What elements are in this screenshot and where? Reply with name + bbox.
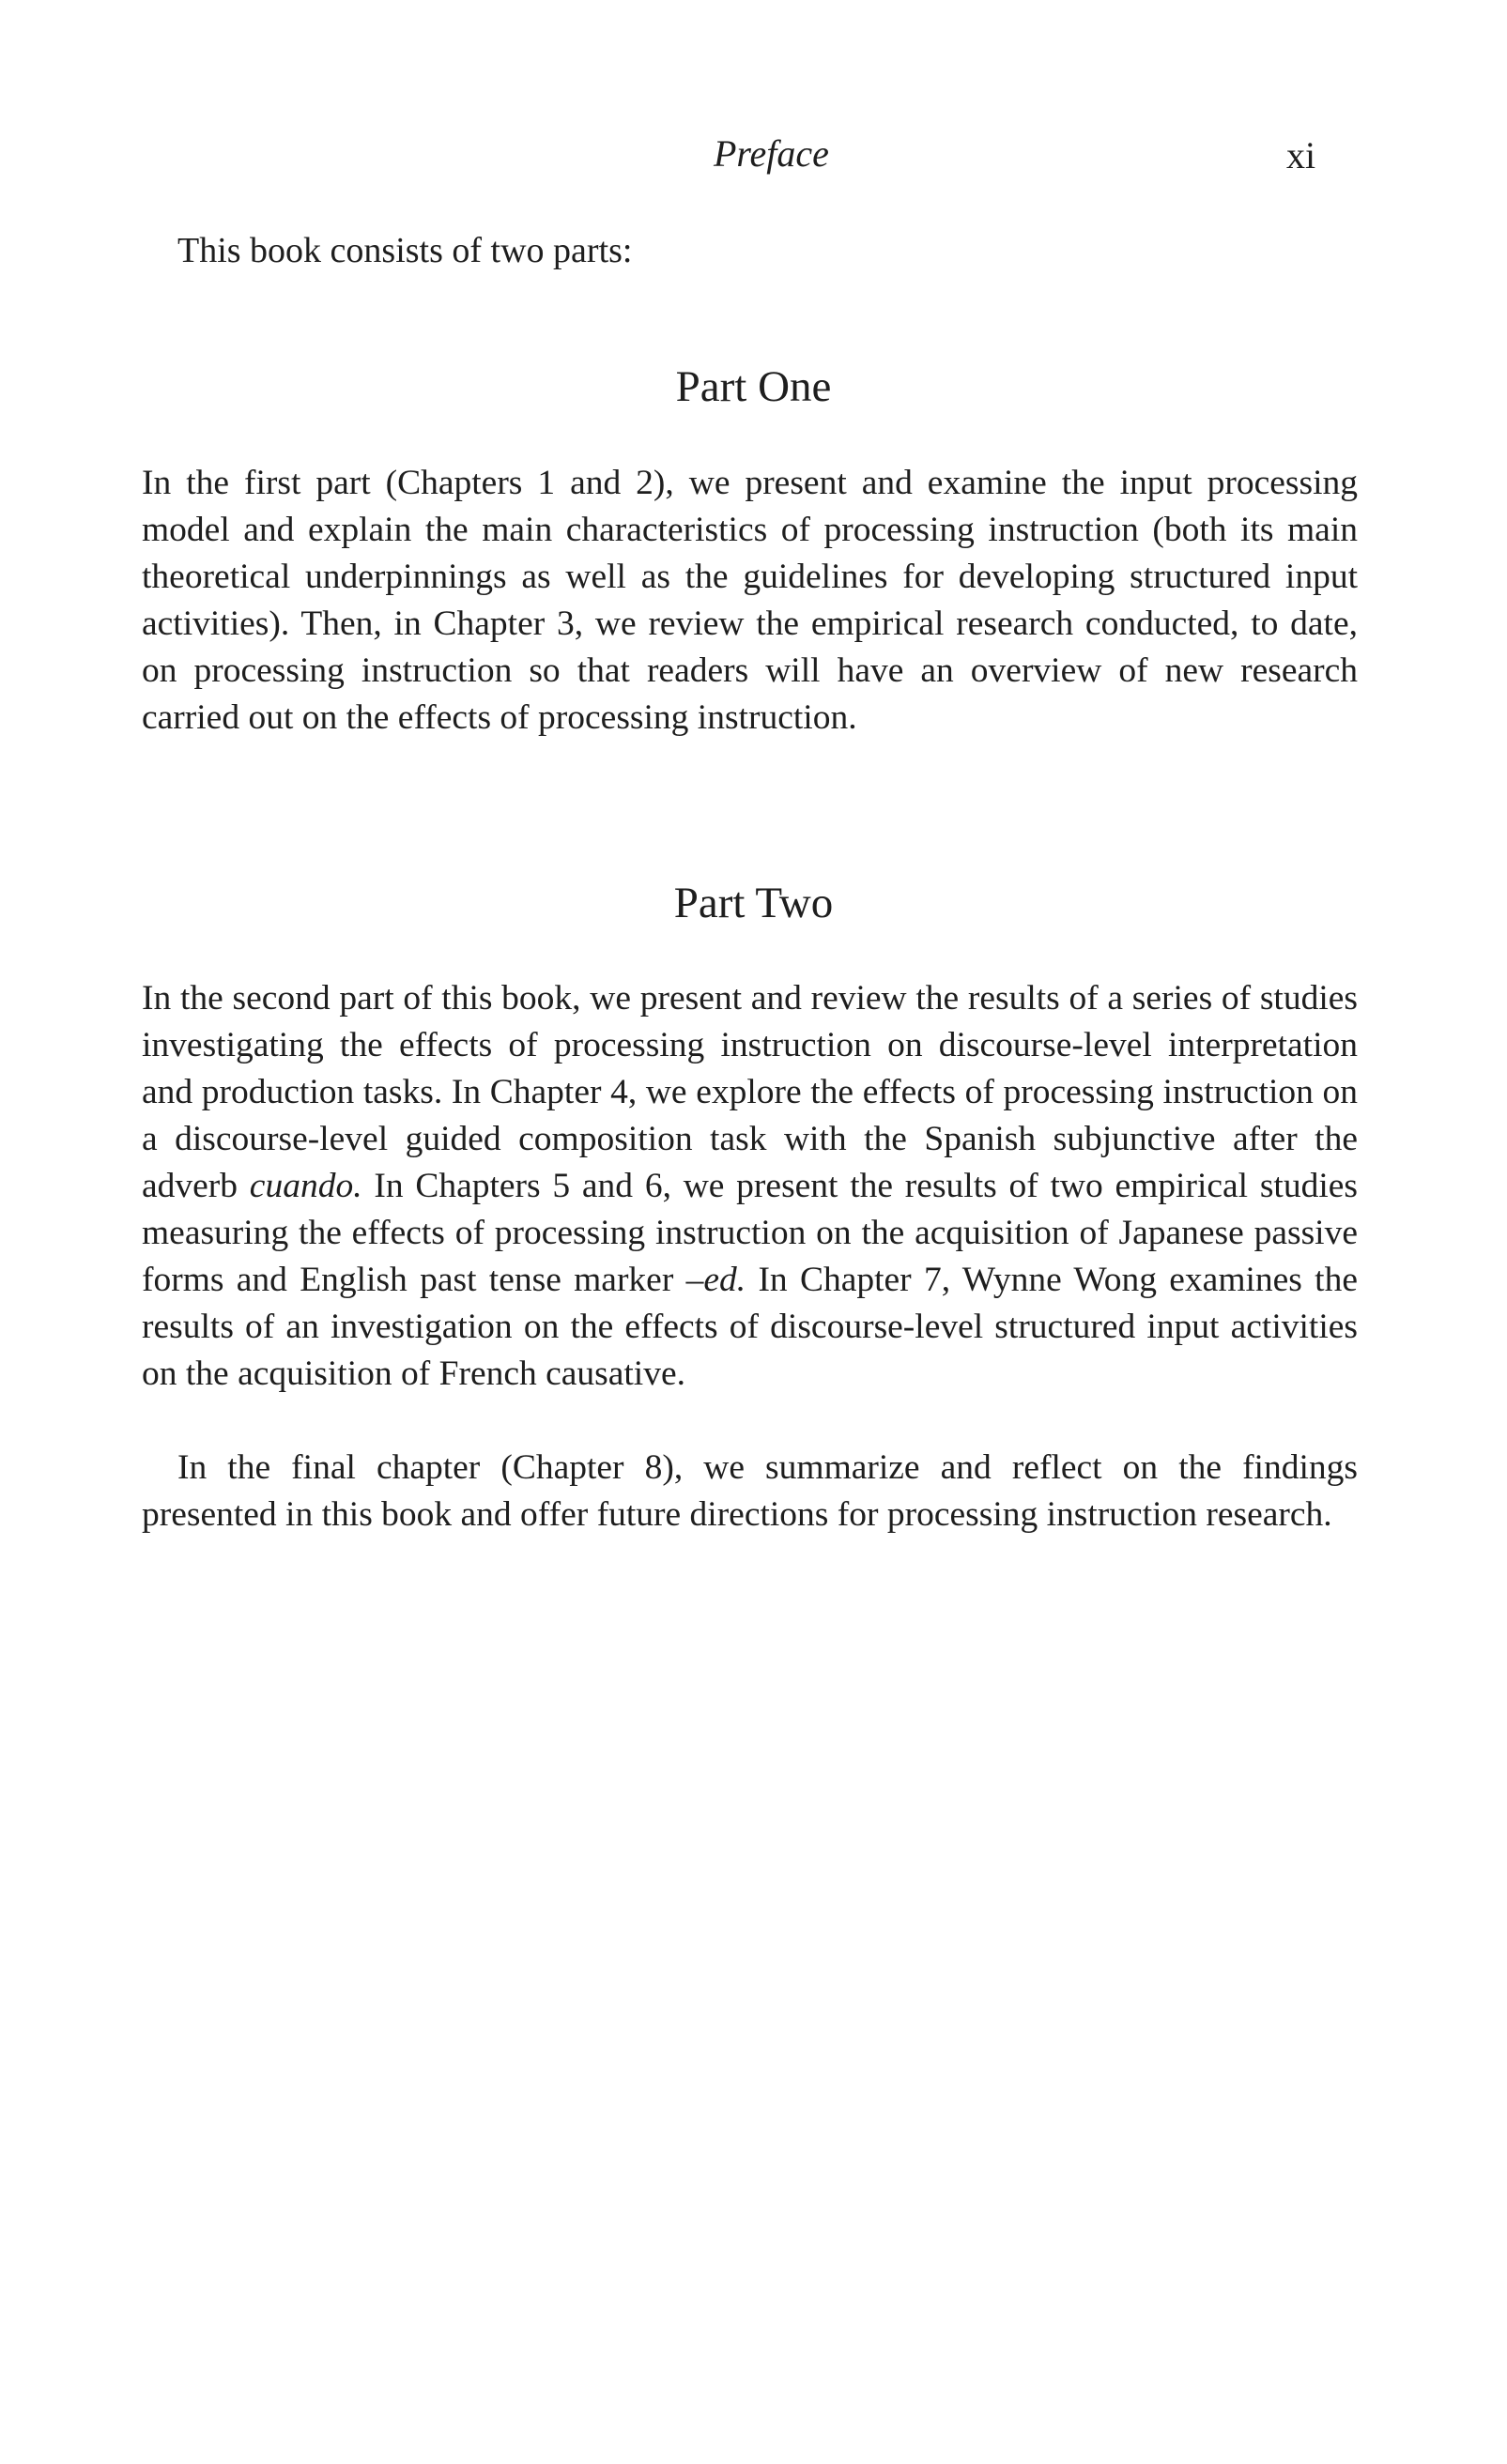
part-two-heading: Part Two: [673, 879, 834, 927]
italic-term-cuando: cuando.: [249, 1167, 362, 1205]
part-two-text-middle: In Chapters 5 and 6, we present the results of two empirical studies measuring the effects of processing instruction on the acquisition of Japanese passive forms and English past tense marker: [142, 1167, 1359, 1299]
running-head: [0, 131, 1507, 188]
running-title: Preface: [714, 132, 829, 175]
page-number: xi: [1286, 134, 1316, 176]
part-one-paragraph: In the first part (Chapters 1 and 2), we present and examine the input processing model and explain the main characteristics of processing instruction (both its main theoretical underpinnings as well as the guidelines for developing structured input activities). Then, in Chapter 3, we review the empirical research conducted, to date, on processing instruction so that readers will have an overview of new research carried out on the effects of processing instruction.: [142, 464, 1358, 737]
final-chapter-paragraph: In the final chapter (Chapter 8), we summarize and reflect on the findings presented in this book and offer future directions for processing instruction research.: [142, 1448, 1358, 1534]
part-one-heading: Part One: [675, 362, 832, 411]
intro-sentence: This book consists of two parts:: [177, 231, 633, 270]
part-two-text-end: In Chapter 7, Wynne Wong examines the results of an investigation on the effects of discourse-level structured input activities on the acquisition of French causative.: [142, 1261, 1358, 1393]
part-two-text-start: In the second part of this book, we present and review the results of a series of studies investigating the effects of processing instruction on discourse-level interpretation and production tasks. In Chapter 4, we explore the effects of processing instruction on a discourse-level guided composition task with the Spanish subjunctive after the adverb: [142, 979, 1358, 1205]
italic-term-ed: –ed.: [685, 1261, 746, 1299]
part-two-paragraph: [142, 975, 1358, 1398]
